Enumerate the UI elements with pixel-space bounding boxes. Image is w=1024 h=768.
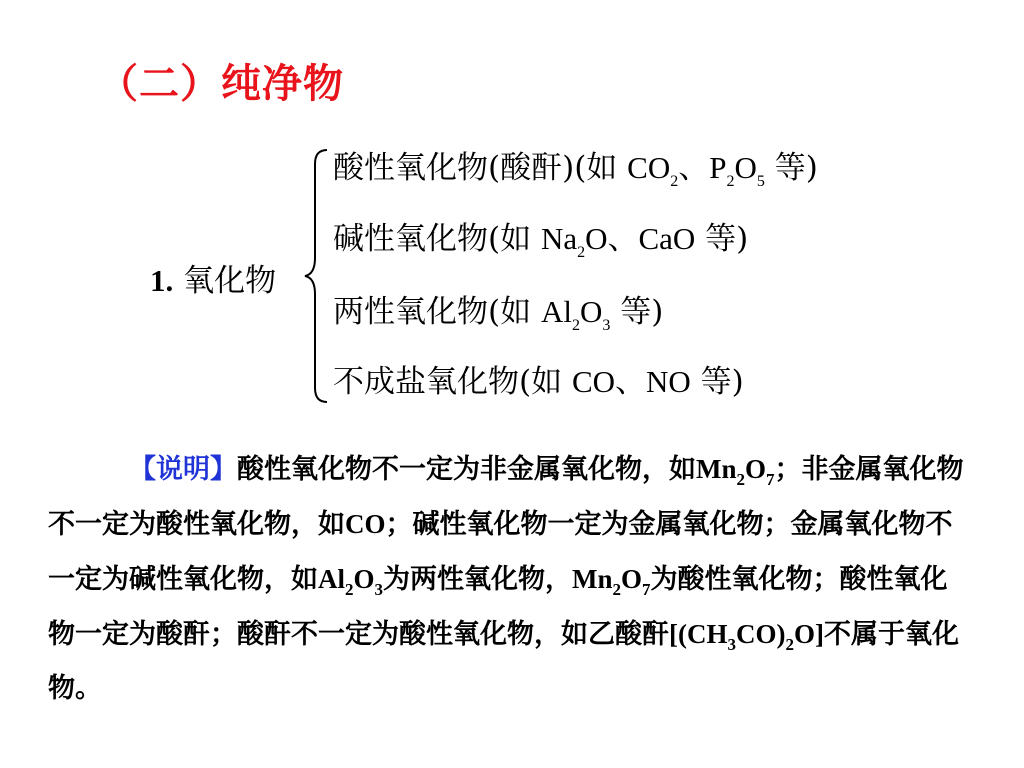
oxide-type-basic: 碱性氧化物(如 $Na_2O$、CaO 等) [333, 221, 749, 261]
oxide-label: 氧化物 [183, 263, 277, 299]
item-number: 1. [150, 263, 174, 298]
explanation-paragraph: 【说明】酸性氧化物不一定为非金属氧化物，如$Mn_2O_7$；非金属氧化物不一定为酸性氧化物，如CO；碱性氧化物一定为金属氧化物；金属氧化物不一定为碱性氧化物，如$Al_2O_3$为两性氧化物，$Mn_2O_7$为酸性氧化物；酸性氧化物一定为酸酐；酸酐不一定为酸性氧化物，如乙酸酐$[(CH_3CO)_2O]$不属于氧化物。 [48, 454, 964, 704]
oxide-type-non-salt-forming: 不成盐氧化物(如 CO、NO 等) [333, 364, 744, 400]
oxide-type-acidic: 酸性氧化物(酸酐)(如 $CO_2$、$P_2O_5$ 等) [333, 150, 818, 190]
explanation-bracket: 【说明】 [129, 454, 237, 485]
curly-brace [303, 148, 331, 404]
oxide-type-amphoteric: 两性氧化物(如 $Al_2O_3$ 等) [333, 294, 664, 334]
page-title: （二）纯净物 [98, 61, 344, 107]
classification-label [150, 255, 276, 300]
